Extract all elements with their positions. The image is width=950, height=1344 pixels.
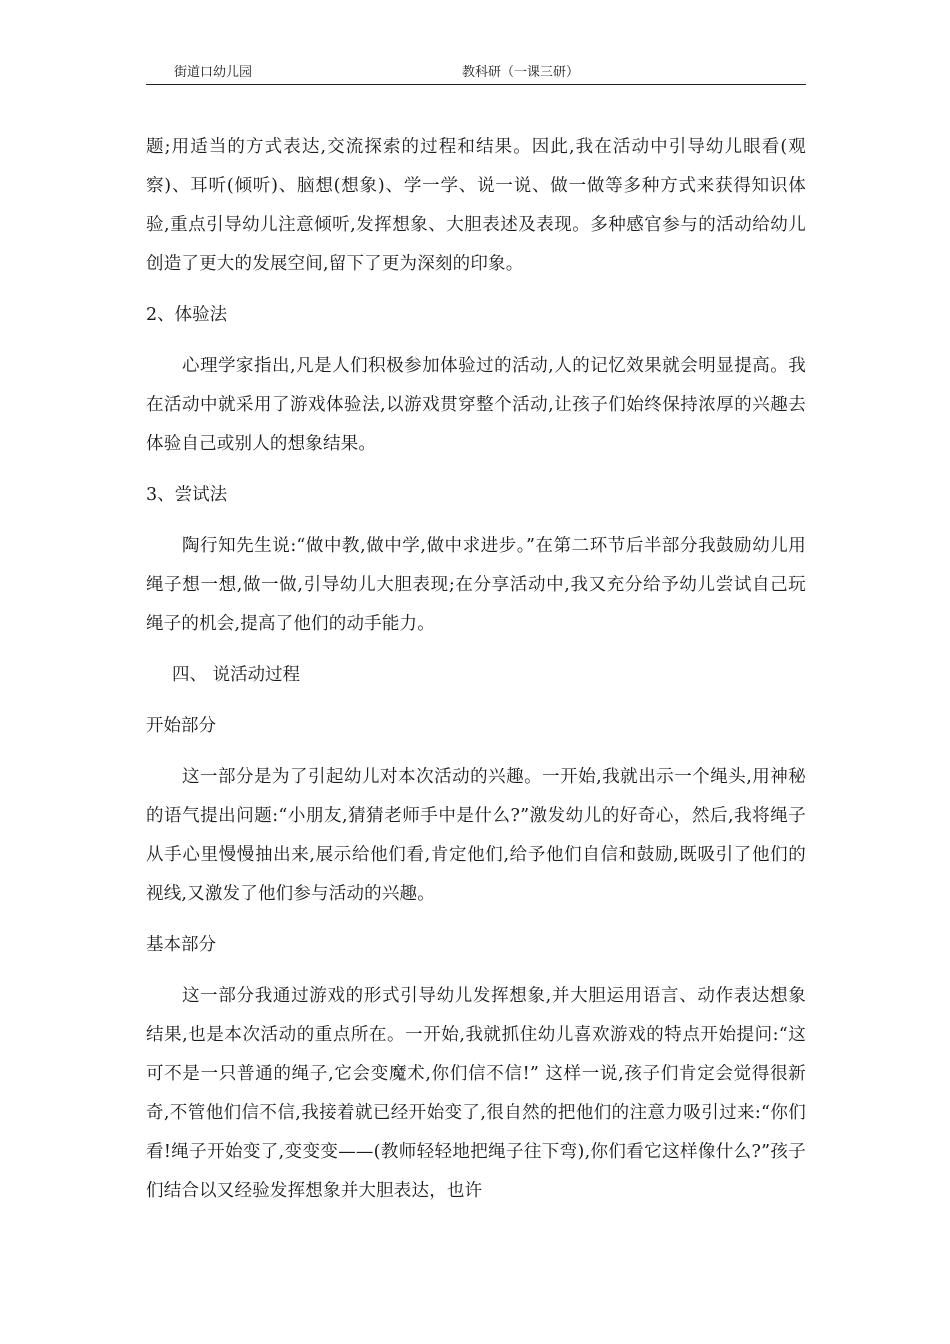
document-body	[146, 128, 806, 1211]
paragraph-opening-part: 这一部分是为了引起幼儿对本次活动的兴趣。一开始,我就出示一个绳头,用神秘的语气提出问题:“小朋友,猜猜老师手中是什么?”激发幼儿的好奇心，然后,我将绳子从手心里慢慢抽出来,展示给他们看,肯定他们,给予他们自信和鼓励,既吸引了他们的视线,又激发了他们参与活动的兴趣。	[146, 767, 806, 904]
heading-trial-method: 3、尝试法	[146, 485, 228, 505]
header-section-title: 教科研（一课三研）	[462, 65, 580, 80]
heading-basic-part: 基本部分	[146, 935, 216, 955]
paragraph-continued: 题;用适当的方式表达,交流探索的过程和结果。因此,我在活动中引导幼儿眼看(观察)、耳听(倾听)、脑想(想象)、学一学、说一说、做一做等多种方式来获得知识体验,重点引导幼儿注意倾听,发挥想象、大胆表述及表现。多种感官参与的活动给幼儿创造了更大的发展空间,留下了更为深刻的印象。	[146, 137, 806, 274]
header-school-name: 街道口幼儿园	[174, 65, 253, 80]
paragraph-basic-part: 这一部分我通过游戏的形式引导幼儿发挥想象,并大胆运用语言、动作表达想象结果,也是本次活动的重点所在。一开始,我就抓住幼儿喜欢游戏的特点开始提问:“这可不是一只普通的绳子,它会变魔术,你们信不信!” 这样一说,孩子们肯定会觉得很新奇,不管他们信不信,我接着就已经开始变了,很自然的把他们的注意力吸引过来:“你们看!绳子开始变了,变变变——(教师轻轻地把绳子往下弯),你们看它这样像什么?”孩子们结合以又经验发挥想象并大胆表达，也许	[146, 986, 806, 1201]
heading-activity-process: 四、 说活动过程	[172, 665, 301, 685]
heading-experience-method: 2、体验法	[146, 305, 228, 325]
page-header	[146, 64, 806, 85]
paragraph-trial-method: 陶行知先生说:“做中教,做中学,做中求进步。”在第二环节后半部分我鼓励幼儿用绳子想一想,做一做,引导幼儿大胆表现;在分享活动中,我又充分给予幼儿尝试自己玩绳子的机会,提高了他们的动手能力。	[146, 536, 806, 634]
paragraph-experience-method: 心理学家指出,凡是人们积极参加体验过的活动,人的记忆效果就会明显提高。我在活动中就采用了游戏体验法,以游戏贯穿整个活动,让孩子们始终保持浓厚的兴趣去体验自己或别人的想象结果。	[146, 356, 806, 454]
heading-opening-part: 开始部分	[146, 716, 216, 736]
